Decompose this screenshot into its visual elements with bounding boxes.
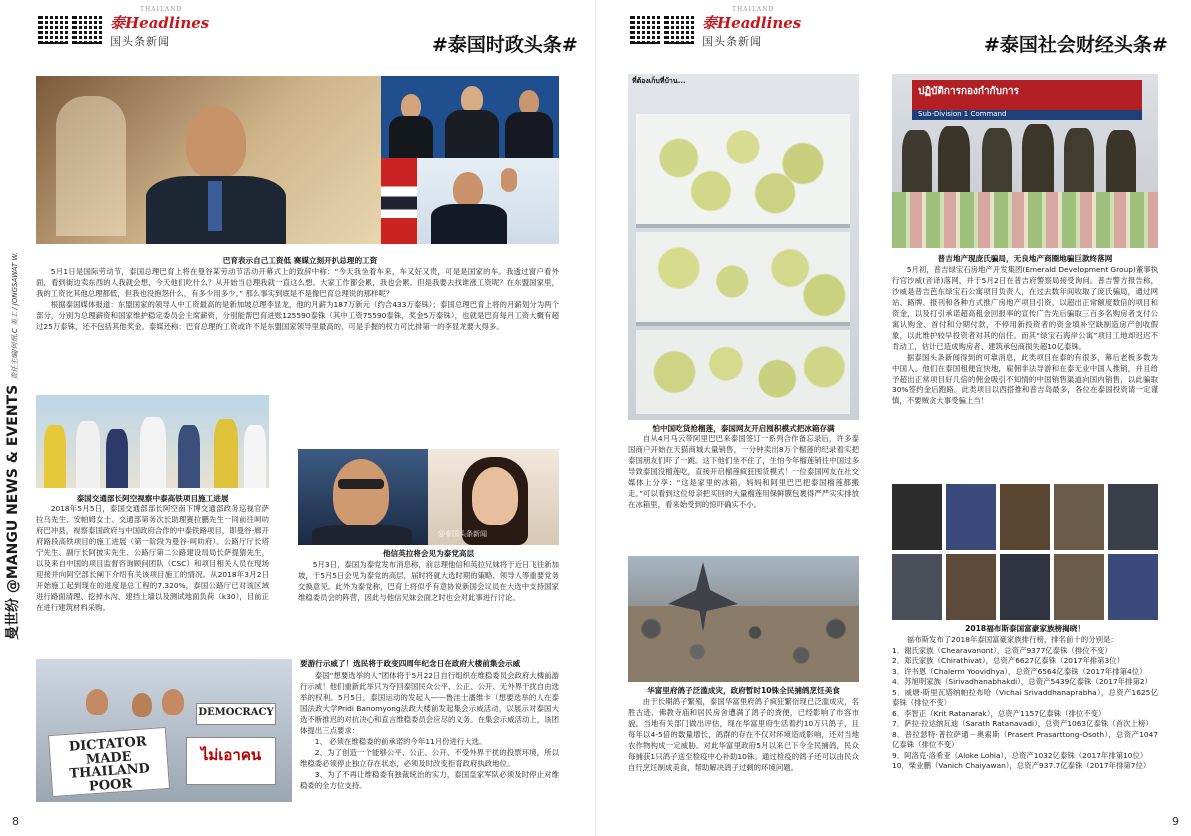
article-paragraph: 自从4月马云带阿里巴巴来泰国签订一系列合作备忘录后，许多泰国商户开始在天猫商城大量销售，一分钟卖出8万个榴莲的纪录着实把泰国朋友们吓了一跳。这下他们坐不住了，生怕今年榴莲销往中国过多导致泰国没榴莲吃，直接开启榴莲疯狂囤货模式！一位泰国网友在社交媒体上分享：“这是家里的冰箱，妈妈和阿里巴巴把泰国榴莲都搬走。”可以看到这位母亲把买回的大量榴莲用保鲜膜包裹得严严实实排放在冰箱里，看来始受到的惊吓确实不小。 <box>628 434 859 509</box>
article-paragraph: 3、为了不再让维稳委有独裁统治的实力，泰国皇家军队必须及时停止对维稳委的全方位支持。 <box>300 769 559 790</box>
logo-subtitle: 国头条新闻 <box>702 35 762 48</box>
list-item: 10．柴业鹏（Vanich Chaiyawan），总资产937.7亿泰铢（2017年排第7位） <box>892 761 1151 771</box>
protest-sign: ไม่เอาคน <box>186 737 276 785</box>
article-paragraph: 5月3日，泰国为泰党发布消息称，前总理他信和英拉兄妹将于近日飞往新加坡，于5月5日会见为泰党的高层，届时将就大选时期的策略、领导人等重要党务交换意见。此外为泰党称，巴育上将似乎有意协说新国会议员在大选中支持国家维稳委员会的阵营，因此与他信兄妹会面之时也会对此事进行讨论。 <box>298 560 559 602</box>
logo-title: 泰Headlines <box>110 14 210 32</box>
protest-sign: DICTATOR MADE THAILAND POOR <box>48 727 170 797</box>
police-press-photo <box>892 74 1158 248</box>
protest-sign: DEMOCRACY <box>196 703 276 725</box>
right-page <box>596 0 1191 836</box>
railway-inspection-photo <box>36 395 269 488</box>
forbes-list <box>892 635 1158 772</box>
sidebar-credits: 责任主编/何珉.C 美工 / JONGSAWAT W. <box>11 251 19 380</box>
qr-code-icon <box>630 14 660 44</box>
section-title: #泰国社会财经头条# <box>984 34 1168 56</box>
forbes-portraits-grid <box>892 484 1158 620</box>
list-item: 3．许书恩（Chalerm Yoovidhya），总资产6564亿泰铢（2017年排第4位） <box>892 666 1147 676</box>
article-paragraph: 2018年5月5日，泰国交通部部长阿空南下博交通部政务巡视官萨拉乌先生、安帕姆女士、交通部第务次长助理赛拉鹏先生一同前往呵叻府巴冲县，视察泰国政府与中国政府合作的中泰铁路项目，即曼谷-廊开府路段高铁项目的施工进展（第一阶段为曼谷-呵叻府）。公路厅厅长塔宁先生、副厅长阿披实先生、公路厅第二公路建设局局长萨提猜先生，以及来自中国的项目监督咨询顾问团队（CSC）和项目相关人员在现场迎接并向阿空部长阐下介绍有关该项目施工的情况。从2018年3月2日开始施工起到现在的进度是总工程的7.320%，泰国公路厅已对该区域进行路面清理、挖掉水沟、建挡土墙以及测试地面负荷（k30），目前正在进行建筑材料采购。 <box>36 504 269 612</box>
list-item: 9．阿洛克·洛希亚（Aloke Lohia），总资产1032亿泰铢（2017年排第10位） <box>892 750 1148 760</box>
article-headline: 泰国交通部长阿空视察中泰高铁项目施工进展 <box>76 494 229 503</box>
logo-title: 泰Headlines <box>702 14 802 32</box>
prayut-photo <box>36 76 381 244</box>
article-headline: 2018福布斯泰国富豪家族榜揭晓！ <box>965 624 1085 633</box>
list-item: 1．谢氏家族（Chearavanont），总资产9377亿泰铢（排位不变） <box>892 645 1112 655</box>
qr-code-icon <box>664 14 694 44</box>
article-body <box>298 560 559 604</box>
list-item: 6．李智正（Krit Ratanarak），总资产1157亿泰铢（排位不变） <box>892 708 1106 718</box>
article-headline: 怕中国吃货抢榴莲，泰国网友开启囤积模式把冰箱存满 <box>652 424 835 433</box>
article-headline: 华富里府鸽子泛滥成灾，政府暂时10铢全民捕鸽烹饪美食 <box>647 686 840 695</box>
list-item: 8．普拉瑟特·普拉萨通－奥索斯（Prasert Prasarttong-Osoth），总资产1047亿泰铢（排位不变） <box>892 729 1158 750</box>
article-headline: 要游行示威了！选民将于政变四周年纪念日在政府大楼前集会示威 <box>300 659 521 668</box>
pigeons-photo <box>628 556 859 682</box>
article-paragraph: 据泰国头条新闻得到的可靠消息，此类项目在泰的有很多，幕后老板多数为中国人。他们在泰国租便宜快地，雇佣非法导游和在泰无业中国人推销，并且给予超出正常项目好几倍的佣金吸引不知情的中国销售渠道向国内销售，以此骗取30%签约金后跑路。此类项目以西搭推和普吉岛最多，各位在泰国投资请一定谨慎，不要贼贪大事受骗上当！ <box>892 352 1158 406</box>
article-headline: 他信英拉将会见为泰党高层 <box>382 549 475 558</box>
page-number: 9 <box>1172 815 1179 828</box>
article-paragraph: 1、 必须在维稳委的前承诺的今年11月份进行大选。 <box>314 736 487 746</box>
logo-tiny-text: THAILAND <box>732 6 775 13</box>
list-item: 7．萨拉·拉达纳瓦迪（Sarath Ratanavadi），总资产1063亿泰铢（首次上榜） <box>892 719 1153 729</box>
page-number: 8 <box>12 815 19 828</box>
vertical-sidebar <box>2 230 24 640</box>
list-item: 5．威塘·斯里瓦塔纳帕拉布哈（Vichai Srivaddhanaprabha），总资产1625亿泰铢（排位不变） <box>892 687 1158 708</box>
logo-subtitle: 国头条新闻 <box>110 35 170 48</box>
qr-code-icon <box>38 14 68 44</box>
durian-fridge-photo <box>628 74 859 420</box>
article-body <box>892 265 1158 407</box>
photo-overlay-text: ที่ต้องเก็บที่บ้าน... <box>632 77 686 85</box>
article-paragraph: 由于长期鸽子繁殖，泰国华富里府鸽子疯狂繁衍现已泛滥成灾，名胜古迹、佛教寺庙和居民房舍遭满了鸽子的粪便，已经影响了市容市貌。当地有关部门做出评估，现在华富里府生活着约10万只鸽子，且每年以4-5倍的数量增长，鸽群的存在不仅对环境造成影响，还对当地农作物构成一定威胁。对此华富里政府5月以来已下令全民捕鸽，民众每捕获1只鸽子送至检疫中心补助10铢。通过检疫的鸽子还可以由民众自行烹饪制成美食，帮助解决鸽子过剩的环境问题。 <box>628 697 859 772</box>
article-body <box>300 671 559 791</box>
list-item: 2．郑氏家族（Chirathivat），总资产6627亿泰铢（2017年排第3位） <box>892 656 1125 666</box>
banner-caption: Sub-Division 1 Command <box>912 110 1142 120</box>
photo-watermark: @泰国头条新闻 <box>438 530 487 538</box>
article-body <box>628 434 859 511</box>
masthead-logo <box>702 6 802 49</box>
section-title: #泰国时政头条# <box>432 34 578 56</box>
article-paragraph: 5月1日是国际劳动节，泰国总理巴育上将在曼谷某劳动节活动开幕式上的致辞中称：“今天我坐着车来，车又好又贵，可是是国家的车。我透过窗户看外面，看到街边卖东西的人我就会想，今天他们吃什么？从开始当总理我就一直这么想。大家工作都会累，我也会累。但是我要去找谁涨工资呢？在东盟国家里，我的工资比其他总理都低，但我也没抱怨什么，有多少用多少。” 那么事实到底是不是像巴育总理说的那样呢？ <box>36 267 559 298</box>
leaders-photo <box>381 76 559 158</box>
waving-photo <box>381 158 559 244</box>
article-paragraph: 2、为了创造一个能够公平、公正、公开、不受外界干扰的投票环境，所以维稳委必须停止独立存在状态，必须及时改变拒育政府执政地位。 <box>300 747 559 768</box>
article-headline: 巴育表示自己工资低 赛媒立刻开扒总理的工资 <box>222 256 378 265</box>
article-headline: 普吉地产现庞氏骗局，无良地产商圈地骗巨款终落网 <box>937 254 1113 263</box>
police-banner: ปฏิบัติการกองกำกับการ <box>912 80 1142 110</box>
article-body <box>36 504 269 614</box>
thaksin-photo <box>298 449 428 545</box>
left-page <box>0 0 595 836</box>
article-body <box>628 697 859 774</box>
logo-tiny-text: THAILAND <box>140 6 183 13</box>
article-body <box>36 267 559 333</box>
list-intro: 福布斯发布了2018年泰国富豪家族排行榜，排名前十的分别是： <box>906 635 1118 644</box>
masthead-logo <box>110 6 210 49</box>
sidebar-title: 曼世纷 @MANGU NEWS & EVENTS <box>5 384 21 640</box>
qr-code-icon <box>72 14 102 44</box>
article-paragraph: 根据泰国媒体报道：东盟国家的领导人中工资最高的是新加坡总理李显龙，他的月薪为187万新元（约合433万泰铢）；泰国总理巴育上将的月薪划分为两个部分，分别为总理薪资和国家维护稳定委员会主席薪资，分别能帮巴育进账125590泰铢（其中工资75590泰铢，奖金5万泰铢），也就是巴育每月工资大概有超过25万泰铢，还不包括其他奖金。泰媒还称：巴育总理的工资或许不是东盟国家领导里最高的，可是手握的权力可比排第一的李显龙要大得多。 <box>36 299 559 331</box>
yingluck-photo <box>428 449 559 545</box>
article-paragraph: 5月初，普吉绿宝石房地产开发集团(Emerald Development Group)董事执行官沙威(音译)落网，并于5月2日在普吉府警察局接受询问。普吉警方报告称，沙威是普吉芭东绿宝石公寓项目负责人，在过去数年间收取了庞氏骗局，通过网站、路牌、报刊和各种方式推广房地产项目引资，以超出正常额度数倍的项目和资金，以及打引承诺超高租金回报率的宣传广告先后骗取三百多名购房者支付公寓认购金、首付和分期付款，不停用新投资者的资金填补空缺制造房产创收假象，以此维护较早投资者对其的信任。而其“绿宝石海岸公寓”项目工地却迟迟不肯动工，估计已造成购房者、建筑承包商损失超10亿泰铢。 <box>892 265 1158 351</box>
protest-photo <box>36 659 292 802</box>
article-paragraph: 泰国“想要选举的人”团体将于5月22日自行组织在维稳委员会政府大楼前游行示威！他们重新此举只为夺回泰国民众公平、公正、公开、无外界干扰自由选举的权利。5月5日，泰国运动的发起人——鲁洼士潘维卡（想要选举的人在泰国法政大学Pridi Banomyong法政大楼前发起集会示威活动，以展示对泰国大选不断推迟的对抗决心和直言维稳委员会应尽的义务。在集会示威活动上，该团体提出三点要求： <box>300 671 559 735</box>
list-item: 4．苏旭明家族（Sirivadhanabhakdi），总资产5439亿泰铢（2017年排第2） <box>892 677 1152 687</box>
